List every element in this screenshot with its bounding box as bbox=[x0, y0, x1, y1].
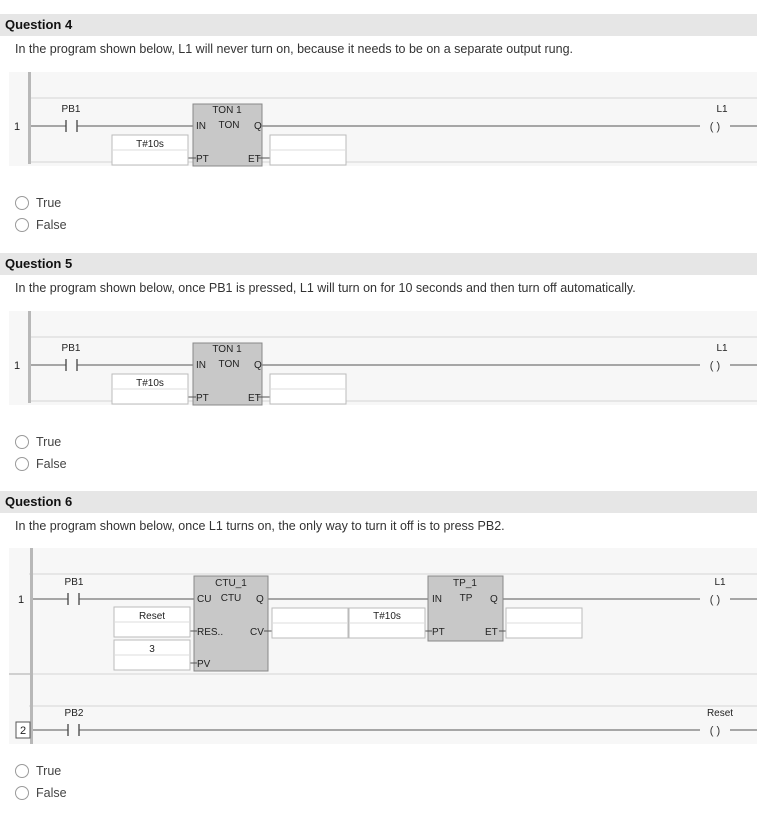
pin-in: IN bbox=[196, 121, 206, 132]
pin-cu: CU bbox=[197, 594, 212, 605]
tp-preset-value: T#10s bbox=[373, 611, 401, 622]
pin-et: ET bbox=[248, 393, 261, 404]
question-6-diagram bbox=[0, 544, 757, 749]
timer-type: TON bbox=[218, 120, 240, 131]
pin-res: RES.. bbox=[197, 627, 224, 638]
radio-button[interactable] bbox=[15, 764, 29, 778]
rung-2-number: 2 bbox=[19, 725, 27, 737]
preset-value: T#10s bbox=[136, 378, 164, 389]
option-label: True bbox=[36, 764, 62, 778]
question-5-text: In the program shown below, once PB1 is pressed, L1 will turn on for 10 seconds and then turn off automatically. bbox=[15, 281, 636, 295]
coil-reset-symbol: ( ) bbox=[709, 725, 721, 737]
pin-pt: PT bbox=[196, 154, 209, 165]
radio-button[interactable] bbox=[15, 218, 29, 232]
timer-name: TP_1 bbox=[453, 578, 477, 589]
counter-type-pin: CTU bbox=[220, 593, 242, 604]
reset-input-value: Reset bbox=[138, 611, 166, 622]
question-4-title: Question 4 bbox=[5, 17, 73, 32]
radio-button[interactable] bbox=[15, 457, 29, 471]
contact-pb2-label: PB2 bbox=[64, 708, 84, 719]
question-5-header bbox=[0, 253, 757, 275]
power-rail-left bbox=[28, 311, 31, 403]
counter-name: CTU_1 bbox=[215, 578, 247, 589]
question-4-header bbox=[0, 14, 757, 36]
option-label: True bbox=[36, 196, 62, 210]
timer-type: TP bbox=[459, 593, 473, 604]
question-6-header bbox=[0, 491, 757, 513]
pin-pt: PT bbox=[196, 393, 209, 404]
pin-pt: PT bbox=[432, 627, 445, 638]
option-label: False bbox=[36, 457, 67, 471]
q5-option-false[interactable] bbox=[15, 455, 67, 473]
power-rail-left bbox=[28, 72, 31, 164]
question-5-diagram bbox=[0, 307, 757, 412]
q5-option-true[interactable] bbox=[15, 433, 61, 451]
coil-l1-symbol: ( ) bbox=[709, 594, 721, 606]
rung-1-number: 1 bbox=[17, 594, 25, 606]
pin-q: Q bbox=[256, 594, 264, 605]
coil-symbol: ( ) bbox=[709, 121, 721, 133]
q6-option-false[interactable] bbox=[15, 784, 67, 802]
coil-label: L1 bbox=[716, 343, 728, 354]
timer-name: TON 1 bbox=[212, 344, 242, 355]
radio-button[interactable] bbox=[15, 196, 29, 210]
pin-et: ET bbox=[485, 627, 498, 638]
coil-reset-label: Reset bbox=[706, 708, 734, 719]
pin-et: ET bbox=[248, 154, 261, 165]
pin-q: Q bbox=[490, 594, 498, 605]
coil-l1-label: L1 bbox=[714, 577, 726, 588]
radio-button[interactable] bbox=[15, 786, 29, 800]
coil-symbol: ( ) bbox=[709, 360, 721, 372]
radio-button[interactable] bbox=[15, 435, 29, 449]
preset-value: T#10s bbox=[136, 139, 164, 150]
option-label: False bbox=[36, 218, 67, 232]
question-5-title: Question 5 bbox=[5, 256, 73, 271]
pin-pv: PV bbox=[197, 659, 211, 670]
question-6-text: In the program shown below, once L1 turns on, the only way to turn it off is to press PB2. bbox=[15, 519, 505, 533]
option-label: True bbox=[36, 435, 62, 449]
pin-in: IN bbox=[196, 360, 206, 371]
timer-type: TON bbox=[218, 359, 240, 370]
contact-label: PB1 bbox=[61, 104, 81, 115]
contact-pb1-label: PB1 bbox=[64, 577, 84, 588]
coil-label: L1 bbox=[716, 104, 728, 115]
contact-label: PB1 bbox=[61, 343, 81, 354]
power-rail-left bbox=[30, 548, 33, 744]
question-4-diagram bbox=[0, 68, 757, 173]
pv-input-value: 3 bbox=[149, 644, 155, 655]
counter-block bbox=[194, 576, 268, 671]
rung-number: 1 bbox=[13, 121, 21, 133]
pin-in: IN bbox=[432, 594, 442, 605]
q6-option-true[interactable] bbox=[15, 762, 61, 780]
question-4-text: In the program shown below, L1 will never turn on, because it needs to be on a separate output rung. bbox=[15, 42, 573, 56]
q4-option-true[interactable] bbox=[15, 194, 61, 212]
pin-cv: CV bbox=[250, 627, 264, 638]
q4-option-false[interactable] bbox=[15, 216, 67, 234]
pin-q: Q bbox=[254, 121, 262, 132]
pin-q: Q bbox=[254, 360, 262, 371]
option-label: False bbox=[36, 786, 67, 800]
question-6-title: Question 6 bbox=[5, 494, 73, 509]
rung-number: 1 bbox=[13, 360, 21, 372]
timer-name: TON 1 bbox=[212, 105, 242, 116]
